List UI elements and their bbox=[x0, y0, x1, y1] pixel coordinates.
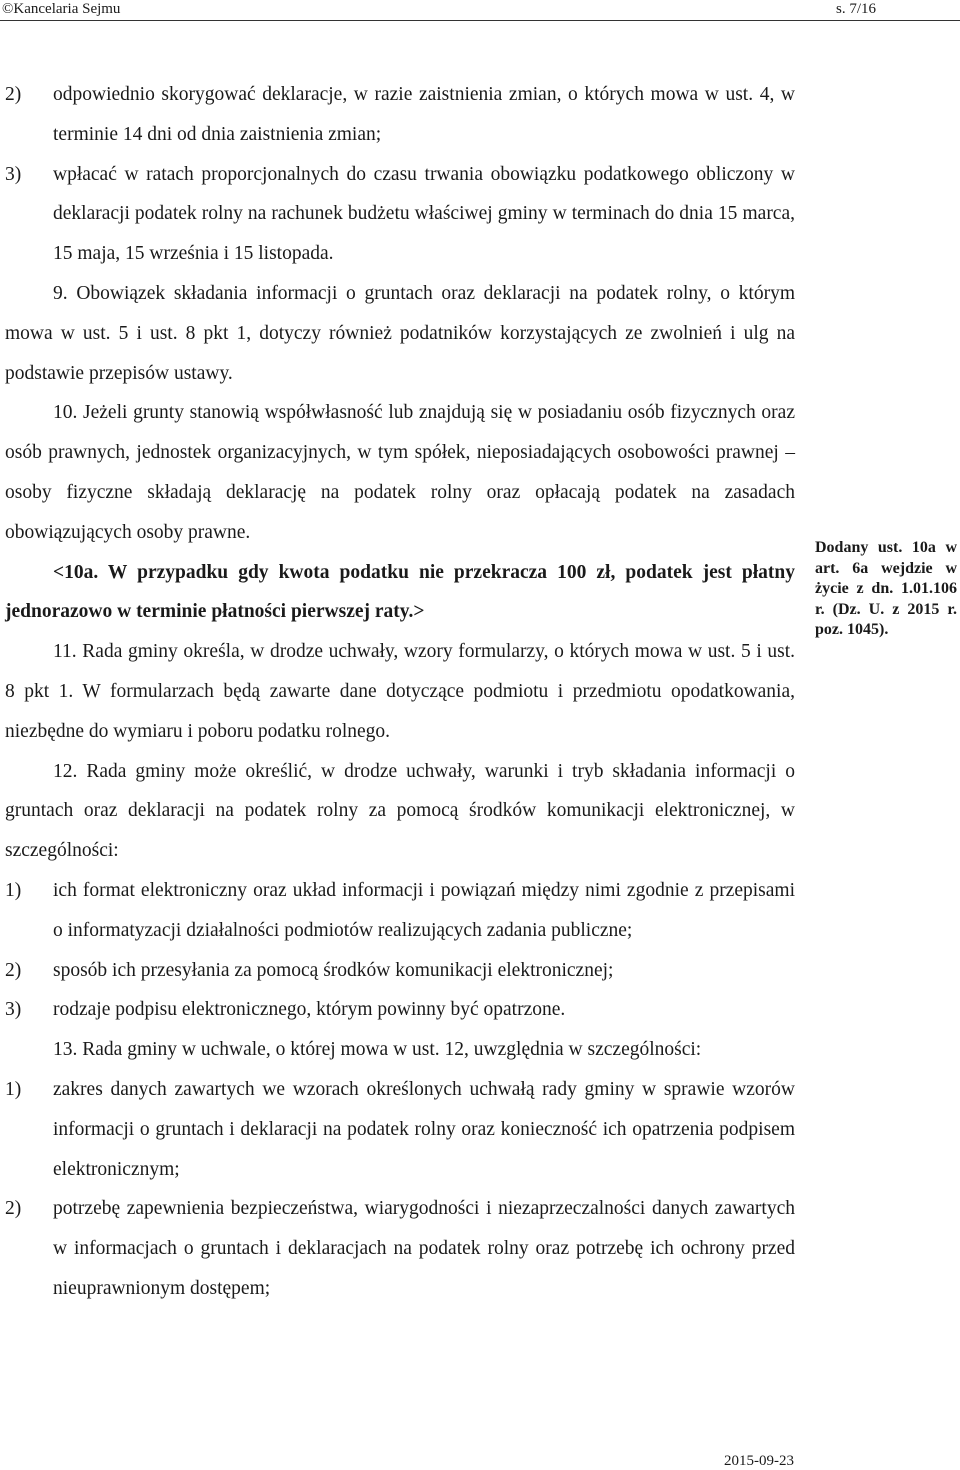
item-number: 2) bbox=[5, 84, 22, 105]
list-item bbox=[5, 75, 795, 155]
document-body bbox=[5, 75, 795, 1309]
paragraph-12: 12. Rada gminy może określić, w drodze uchwały, warunki i tryb składania informacji o gruntach oraz deklaracji na podatek rolny za pomocą środków komunikacji elektronicznej, w szczególności: bbox=[5, 760, 795, 862]
list-item bbox=[5, 155, 795, 274]
page-header bbox=[0, 0, 960, 26]
footer-date: 2015-09-23 bbox=[724, 1453, 794, 1469]
item-number: 2) bbox=[5, 1198, 22, 1220]
list-item bbox=[5, 871, 795, 951]
paragraph-10a: <10a. W przypadku gdy kwota podatku nie przekracza 100 zł, podatek jest płatny jednorazowo w terminie płatności pierwszej raty.> bbox=[5, 561, 795, 623]
item-text: ich format elektroniczny oraz układ informacji i powiązań między nimi zgodnie z przepisami o informatyzacji działalności podmiotów realizujących zadania publiczne; bbox=[53, 879, 795, 941]
list-item bbox=[5, 990, 795, 1030]
page-number: s. 7/16 bbox=[835, 1, 876, 17]
list-item bbox=[5, 1189, 795, 1308]
item-text: rodzaje podpisu elektronicznego, którym powinny być opatrzone. bbox=[53, 999, 566, 1021]
item-text: zakres danych zawartych we wzorach określonych uchwałą rady gminy w sprawie wzorów informacji o gruntach i deklaracji na podatek rolny oraz konieczność ich opatrzenia podpisem elektronicznym; bbox=[53, 1078, 795, 1180]
item-text: wpłacać w ratach proporcjonalnych do czasu trwania obowiązku podatkowego obliczony w deklaracji podatek rolny na rachunek budżetu właściwej gminy w terminach do dnia 15 marca, 15 maja, 15 września i 15 listopada. bbox=[53, 163, 795, 265]
margin-note: Dodany ust. 10a w art. 6a wejdzie w życie z dn. 1.01.106 r. (Dz. U. z 2015 r. poz. 1045). bbox=[815, 539, 957, 638]
item-number: 3) bbox=[5, 163, 22, 185]
list-item bbox=[5, 1070, 795, 1189]
item-number: 1) bbox=[5, 1078, 22, 1100]
paragraph-13: 13. Rada gminy w uchwale, o której mowa w ust. 12, uwzględnia w szczególności: bbox=[53, 1039, 702, 1061]
paragraph-11: 11. Rada gminy określa, w drodze uchwały, wzory formularzy, o których mowa w ust. 5 i ust. 8 pkt 1. W formularzach będą zawarte dane dotyczące podmiotu i przedmiotu opodatkowania, niezbędne do wymiaru i poboru podatku rolnego. bbox=[5, 641, 795, 742]
item-number: 3) bbox=[5, 999, 22, 1021]
list-item bbox=[5, 951, 795, 991]
item-text: odpowiednio skorygować deklaracje, w razie zaistnienia zmian, o których mowa w ust. 4, w terminie 14 dni od dnia zaistnienia zmian; bbox=[53, 84, 795, 145]
copyright-label: ©Kancelaria Sejmu bbox=[2, 1, 121, 17]
item-number: 1) bbox=[5, 879, 22, 901]
paragraph-10: 10. Jeżeli grunty stanowią współwłasność lub znajdują się w posiadaniu osób fizycznych oraz osób prawnych, jednostek organizacyjnych, w tym spółek, nieposiadających osobowości prawnej – osoby fizyczne składają deklarację na podatek rolny oraz opłacają podatek na zasadach obowiązujących osoby prawne. bbox=[5, 402, 795, 543]
header-rule bbox=[0, 20, 960, 21]
item-number: 2) bbox=[5, 959, 22, 981]
item-text: sposób ich przesyłania za pomocą środków komunikacji elektronicznej; bbox=[53, 959, 614, 981]
item-text: potrzebę zapewnienia bezpieczeństwa, wiarygodności i niezaprzeczalności danych zawartych w informacjach o gruntach i deklaracjach na podatek rolny oraz potrzebę ich ochrony przed nieuprawnionym dostępem; bbox=[53, 1198, 795, 1299]
paragraph-9: 9. Obowiązek składania informacji o gruntach oraz deklaracji na podatek rolny, o którym mowa w ust. 5 i ust. 8 pkt 1, dotyczy również podatników korzystających ze zwolnień i ulg na podstawie przepisów ustawy. bbox=[5, 282, 795, 384]
